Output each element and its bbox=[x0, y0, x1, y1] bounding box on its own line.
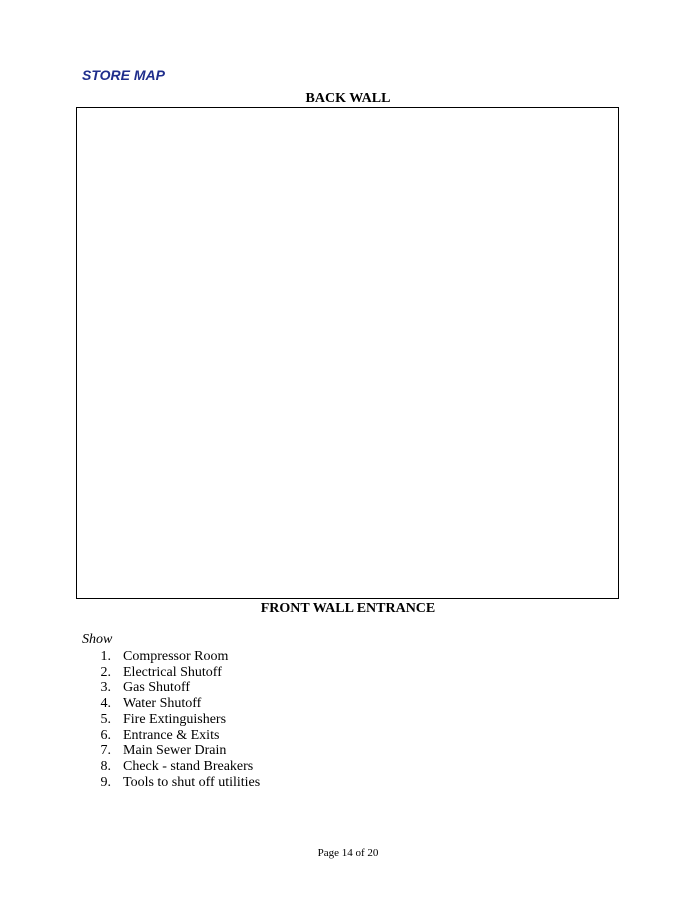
list-item-number: 3. bbox=[100, 680, 111, 696]
list-item bbox=[82, 712, 260, 728]
list-item bbox=[82, 649, 260, 665]
list-item-text: Water Shutoff bbox=[123, 696, 202, 712]
list-item-number: 1. bbox=[100, 649, 111, 664]
list-item bbox=[82, 728, 260, 744]
list-item bbox=[82, 775, 260, 791]
list-item-text: Tools to shut off utilities bbox=[123, 774, 261, 790]
list-item-number: 8. bbox=[100, 758, 111, 774]
page-number: Page 14 of 20 bbox=[317, 847, 379, 859]
list-item bbox=[82, 743, 260, 759]
list-item-number: 5. bbox=[100, 711, 111, 727]
list-item-text: Check - stand Breakers bbox=[123, 758, 254, 774]
list-item-text: Gas Shutoff bbox=[123, 680, 191, 696]
show-list bbox=[82, 649, 260, 790]
list-item-text: Compressor Room bbox=[123, 649, 229, 664]
list-item bbox=[82, 665, 260, 681]
list-item bbox=[82, 696, 260, 712]
list-item-text: Entrance & Exits bbox=[123, 727, 220, 743]
list-item-number: 7. bbox=[100, 743, 111, 759]
list-item-text: Main Sewer Drain bbox=[123, 743, 227, 759]
list-item-number: 4. bbox=[100, 696, 111, 712]
list-item-text: Fire Extinguishers bbox=[123, 711, 227, 727]
list-item-number: 6. bbox=[100, 727, 111, 743]
section-title: STORE MAP bbox=[82, 67, 165, 83]
list-item-number: 2. bbox=[100, 664, 111, 680]
show-label: Show bbox=[82, 632, 113, 647]
back-wall-label: BACK WALL bbox=[305, 91, 391, 106]
list-item bbox=[82, 759, 260, 775]
front-wall-label: FRONT WALL ENTRANCE bbox=[260, 601, 436, 616]
list-item-text: Electrical Shutoff bbox=[123, 664, 222, 680]
store-map-box bbox=[76, 107, 619, 599]
list-item bbox=[82, 680, 260, 696]
list-item-number: 9. bbox=[100, 774, 111, 790]
